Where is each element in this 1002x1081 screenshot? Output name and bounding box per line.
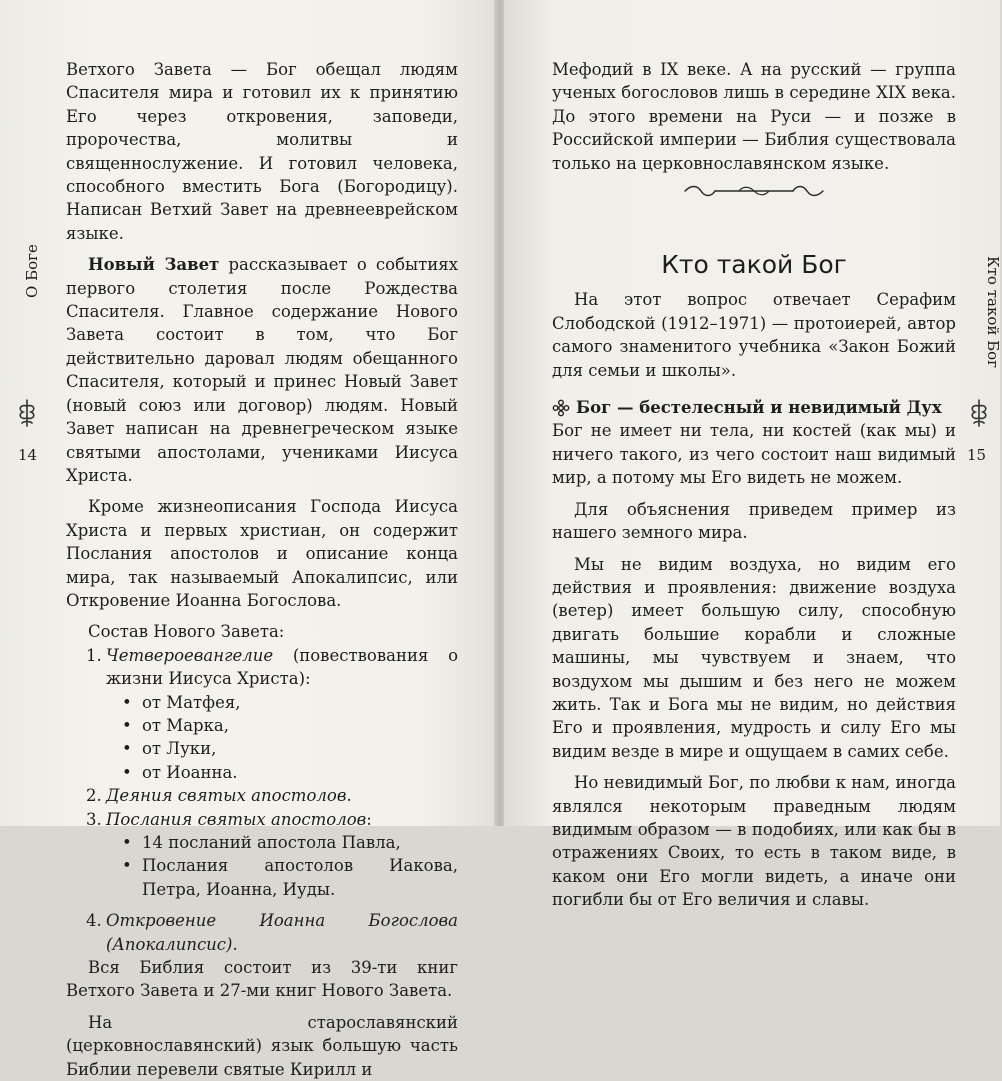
new-testament-list — [66, 644, 458, 956]
right-page — [504, 0, 1002, 910]
list-item-title: Четвероевангелие — [106, 645, 274, 665]
list-item — [66, 909, 458, 956]
flower-bullet-icon — [552, 399, 570, 417]
list-item-title: Послания святых апостолов — [106, 809, 367, 829]
right-paragraph-2: На этот вопрос отвечает Серафим Слободской (1912–1971) — протоиерей, автор самого знаменитого учебника «Закон Божий для семьи и школы». — [552, 290, 956, 380]
list-item-title: Деяния святых апостолов — [106, 786, 347, 806]
right-running-head: Кто такой Бог — [984, 256, 1002, 369]
right-page-body — [552, 58, 956, 912]
new-testament-term: Новый Завет — [88, 255, 220, 275]
section-heading: Кто такой Бог — [661, 250, 847, 280]
sublist-item: • от Матфея, — [106, 691, 458, 714]
sublist-item: • от Луки, — [106, 737, 458, 760]
subsection-heading — [552, 396, 956, 419]
left-paragraph-2 — [66, 253, 458, 487]
left-page — [0, 0, 496, 1079]
list-item — [66, 784, 458, 807]
list-item-rest: . — [232, 934, 238, 954]
list-item — [66, 644, 458, 784]
left-page-number: 14 — [18, 446, 38, 464]
gospel-sublist — [106, 691, 458, 785]
list-item — [66, 808, 458, 902]
left-paragraph-5: На старославянский (церковнославянский) язык большую часть Библии перевели святые Кирилл и — [66, 1012, 458, 1079]
list-item-number: 2. — [86, 786, 102, 806]
left-paragraph-3: Кроме жизнеописания Господа Иисуса Христа и первых христиан, он содержит Послания апостолов и описание конца мира, так называемый Апокалипсис, или Откровение Иоанна Богослова. — [66, 497, 458, 610]
left-running-head: О Боге — [23, 244, 41, 298]
list-item-rest: . — [346, 786, 352, 806]
left-ornament-icon — [14, 398, 40, 428]
left-paragraph-4: Вся Библия состоит из 39-ти книг Ветхого Завета и 27-ми книг Нового Завета. — [66, 958, 458, 1001]
right-paragraph-6: Но невидимый Бог, по любви к нам, иногда являлся некоторым праведным людям видимым образом — в подобиях, или как бы в отражениях Своих, то есть в таком виде, в каком они Его могли видеть, а иначе они погибли бы от Его величия и славы. — [552, 773, 956, 910]
right-ornament-icon — [966, 398, 992, 428]
left-paragraph-1: Ветхого Завета — Бог обещал людям Спасителя мира и готовил их к принятию Его через откровения, заповеди, пророчества, молитвы и священнослужение. И готовил человека, способного вместить Бога (Богородицу). Написан Ветхий Завет на древнееврейском языке. — [66, 60, 458, 243]
list-item-number: 4. — [86, 911, 102, 931]
right-paragraph-3: Бог не имеет ни тела, ни костей (как мы) и ничего такого, из чего состоит наш видимый мир, а потому мы Его видеть не можем. — [552, 421, 956, 488]
left-page-body — [66, 58, 458, 1081]
list-item-rest: (повествования о жизни Иисуса Христа): — [106, 645, 458, 689]
sublist-item: • 14 посланий апостола Павла, — [106, 831, 458, 854]
sublist-item: • Послания апостолов Иакова, Петра, Иоанна, Иуды. — [106, 854, 458, 901]
list-item-title: Откровение Иоанна Богослова (Апокалипсис) — [106, 911, 458, 954]
left-paragraph-2-rest: рассказывает о событиях первого столетия после Рождества Спасителя. Главное содержание Нового Завета состоит в том, что Бог действительно даровал людям обещанного Спасителя, который и принес Новый Завет (новый союз или договор) людям. Новый Завет написан на древнегреческом языке святыми апостолами, учениками Иисуса Христа. — [66, 255, 459, 485]
list-intro: Состав Нового Завета: — [88, 622, 285, 642]
right-page-number: 15 — [967, 446, 987, 464]
right-paragraph-1: Мефодий в IX веке. А на русский — группа ученых богословов лишь в середине XIX века. До этого времени на Руси — и позже в Российской империи — Библия существовала только на церковнославянском языке. — [552, 60, 956, 173]
sublist-item: • от Иоанна. — [106, 761, 458, 784]
list-item-rest: : — [366, 809, 372, 829]
right-paragraph-4: Для объяснения приведем пример из нашего земного мира. — [552, 499, 956, 543]
list-item-number: 1. — [86, 645, 102, 665]
list-item-number: 3. — [86, 809, 102, 829]
epistles-sublist — [106, 831, 458, 901]
right-paragraph-5: Мы не видим воздуха, но видим его действия и проявления: движение воздуха (ветер) имеет большую силу, способную двигать большие корабли и сложные машины, мы чувствуем и знаем, что воздухом мы дышим и без него не можем жить. Так и Бога мы не видим, но действия Его и проявления, мудрость и силу Его мы видим везде в мире и ощущаем в самих себе. — [552, 554, 956, 761]
section-divider-icon — [679, 181, 829, 201]
sublist-item: • от Марка, — [106, 714, 458, 737]
subsection-heading-text: Бог — бестелесный и невидимый Дух — [576, 398, 942, 418]
